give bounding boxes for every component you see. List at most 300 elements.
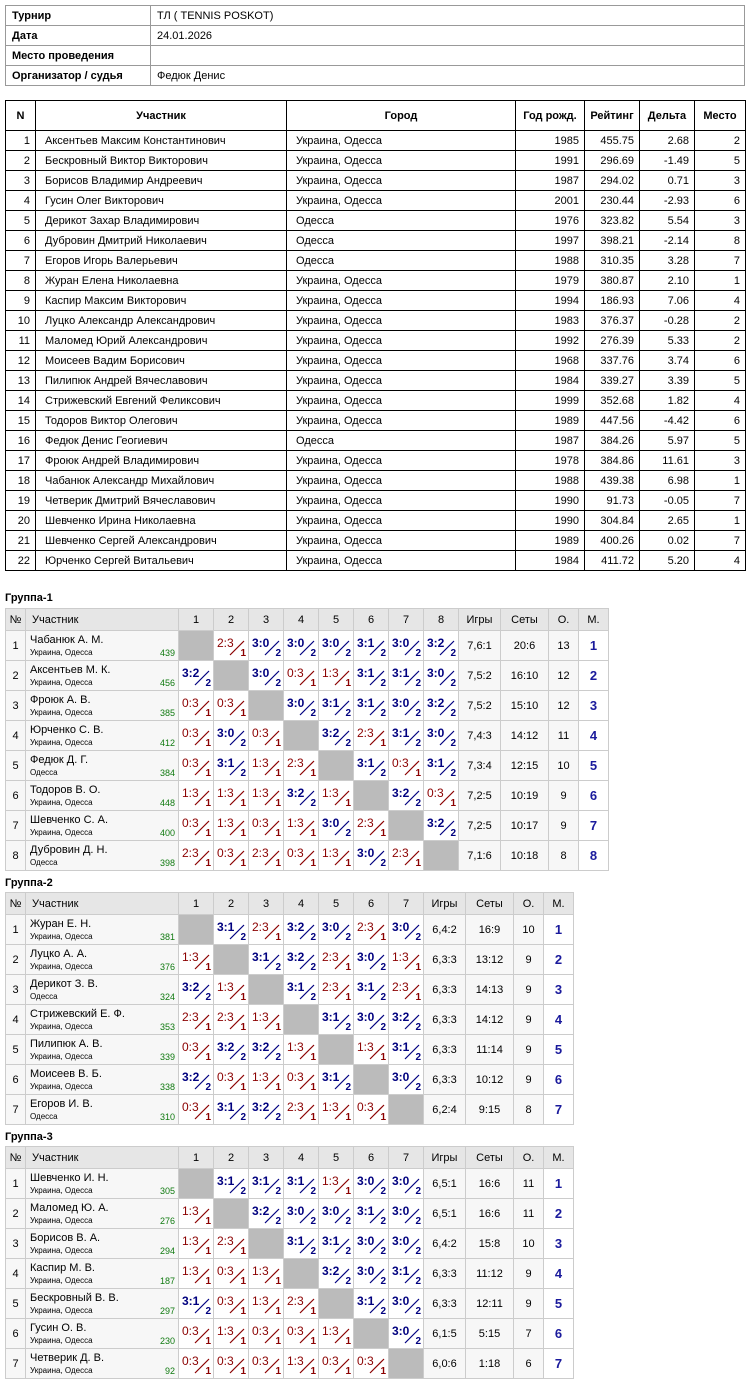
match-points: 2 (380, 858, 386, 869)
participant-n: 2 (6, 151, 36, 171)
tournament-value: ТЛ ( TENNIS POSKOT) (151, 6, 745, 26)
group-match-result (179, 1065, 214, 1095)
group-match-result (249, 945, 284, 975)
participant-birth-year: 2001 (516, 191, 585, 211)
participant-delta: 1.82 (640, 391, 695, 411)
match-score: 3:2 (287, 950, 305, 964)
group-match-result (214, 1035, 249, 1065)
participant-birth-year: 1987 (516, 171, 585, 191)
group-player-rating: 353 (159, 1022, 175, 1032)
group-match-result (179, 1035, 214, 1065)
match-points: 2 (345, 738, 351, 749)
group-player-place: 1 (544, 915, 574, 945)
group-header-opponent: 1 (179, 893, 214, 915)
participant-birth-year: 1976 (516, 211, 585, 231)
participant-place: 1 (695, 511, 746, 531)
group-match-result (179, 1199, 214, 1229)
participant-city: Украина, Одесса (287, 351, 516, 371)
group-player-place: 6 (544, 1065, 574, 1095)
group-match-result (284, 1349, 319, 1379)
group-header-opponent: 3 (249, 893, 284, 915)
match-score: 3:2 (427, 636, 445, 650)
group-player-games: 6,3:3 (424, 1035, 466, 1065)
match-score: 1:3 (287, 816, 304, 830)
group-player-number: 8 (6, 841, 26, 871)
match-points: 1 (345, 1366, 351, 1377)
group-match-result (284, 661, 319, 691)
group-player-name: Дерикот З. В. (30, 978, 98, 990)
group-player-points: 11 (549, 721, 579, 751)
match-points: 2 (450, 768, 456, 779)
group-player-row (6, 1349, 574, 1379)
group-self-cell (389, 1349, 424, 1379)
group-match-result (179, 1349, 214, 1379)
match-points: 1 (345, 992, 351, 1003)
match-score: 1:3 (182, 950, 199, 964)
group-match-result (214, 915, 249, 945)
group-player-rating: 276 (159, 1216, 175, 1226)
group-player-number: 2 (6, 661, 26, 691)
participant-city: Украина, Одесса (287, 451, 516, 471)
match-score: 0:3 (217, 696, 234, 710)
match-score: 0:3 (392, 756, 409, 770)
match-score: 3:1 (252, 950, 270, 964)
group-match-result (389, 1005, 424, 1035)
group-header-player: Участник (26, 1147, 179, 1169)
match-points: 1 (310, 1112, 316, 1123)
group-match-result (389, 691, 424, 721)
group-header-opponent: 2 (214, 1147, 249, 1169)
match-points: 1 (275, 768, 281, 779)
match-points: 2 (345, 932, 351, 943)
group-player-place: 2 (579, 661, 609, 691)
match-points: 1 (240, 1336, 246, 1347)
participant-n: 11 (6, 331, 36, 351)
participant-place: 6 (695, 411, 746, 431)
group-player-games: 7,4:3 (459, 721, 501, 751)
group-title: Группа-3 (5, 1131, 53, 1143)
tournament-info-table (5, 5, 745, 86)
match-score: 0:3 (217, 1294, 234, 1308)
match-score: 3:1 (252, 1174, 270, 1188)
group-player-sets: 1:18 (466, 1349, 514, 1379)
participants-header-rating: Рейтинг (585, 101, 640, 131)
match-points: 2 (205, 1306, 211, 1317)
group-player-number: 6 (6, 1065, 26, 1095)
match-points: 1 (345, 1186, 351, 1197)
organizer-label: Организатор / судья (6, 66, 151, 86)
match-score: 3:1 (392, 1040, 410, 1054)
match-points: 1 (275, 1336, 281, 1347)
match-points: 1 (240, 828, 246, 839)
match-score: 3:0 (322, 636, 340, 650)
participant-n: 4 (6, 191, 36, 211)
group-match-result (214, 975, 249, 1005)
group-player-cell (26, 1319, 179, 1349)
match-points: 2 (415, 1276, 421, 1287)
participants-header-place: Место (695, 101, 746, 131)
group-player-rating: 294 (159, 1246, 175, 1256)
group-player-city: Украина, Одесса (30, 1216, 93, 1225)
match-score: 3:1 (287, 980, 305, 994)
group-self-cell (389, 811, 424, 841)
group-player-place: 2 (544, 1199, 574, 1229)
match-score: 0:3 (182, 816, 199, 830)
group-player-games: 6,3:3 (424, 1065, 466, 1095)
group-player-number: 5 (6, 751, 26, 781)
group-self-cell (354, 781, 389, 811)
group-player-points: 9 (514, 1289, 544, 1319)
group-match-result (214, 1289, 249, 1319)
participant-birth-year: 1983 (516, 311, 585, 331)
group-player-rating: 385 (159, 708, 175, 718)
match-points: 1 (310, 768, 316, 779)
match-score: 3:1 (392, 666, 410, 680)
match-points: 1 (310, 828, 316, 839)
match-score: 0:3 (182, 1040, 199, 1054)
match-points: 2 (345, 1082, 351, 1093)
group-player-games: 7,5:2 (459, 661, 501, 691)
group-match-result (249, 721, 284, 751)
group-player-sets: 16:10 (501, 661, 549, 691)
group-match-result (319, 1005, 354, 1035)
group-match-result (354, 811, 389, 841)
group-player-sets: 15:8 (466, 1229, 514, 1259)
match-points: 2 (345, 1276, 351, 1287)
match-points: 1 (240, 1306, 246, 1317)
participant-birth-year: 1988 (516, 471, 585, 491)
match-points: 1 (310, 1306, 316, 1317)
match-score: 1:3 (252, 786, 269, 800)
group-player-sets: 10:17 (501, 811, 549, 841)
group-player-row (6, 751, 609, 781)
match-points: 2 (415, 1246, 421, 1257)
match-points: 2 (450, 708, 456, 719)
match-points: 2 (205, 1082, 211, 1093)
participant-place: 2 (695, 331, 746, 351)
group-match-result (389, 1035, 424, 1065)
participant-city: Украина, Одесса (287, 511, 516, 531)
participant-delta: 5.97 (640, 431, 695, 451)
group-header-opponent: 8 (424, 609, 459, 631)
group-player-cell (26, 945, 179, 975)
match-points: 1 (415, 768, 421, 779)
group-header-opponent: 1 (179, 609, 214, 631)
participant-birth-year: 1984 (516, 371, 585, 391)
group-match-result (319, 1349, 354, 1379)
participant-delta: 2.65 (640, 511, 695, 531)
group-match-result (284, 1035, 319, 1065)
match-points: 2 (450, 738, 456, 749)
participant-city: Одесса (287, 231, 516, 251)
match-score: 0:3 (217, 1264, 234, 1278)
match-score: 3:1 (392, 1264, 410, 1278)
match-points: 2 (415, 798, 421, 809)
match-points: 2 (275, 1216, 281, 1227)
info-row-organizer (6, 66, 745, 86)
group-match-result (284, 1095, 319, 1125)
group-player-name: Бескровный В. В. (30, 1292, 119, 1304)
participants-header-birth-year: Год рожд. (516, 101, 585, 131)
participant-city: Украина, Одесса (287, 471, 516, 491)
group-header-opponent: 5 (319, 1147, 354, 1169)
participant-rating: 310.35 (585, 251, 640, 271)
participant-delta: 3.74 (640, 351, 695, 371)
match-points: 1 (205, 1052, 211, 1063)
match-score: 1:3 (322, 666, 339, 680)
group-match-result (249, 811, 284, 841)
group-self-cell (179, 1169, 214, 1199)
participant-row (6, 391, 746, 411)
group-header-opponent: 5 (319, 609, 354, 631)
participant-n: 1 (6, 131, 36, 151)
participant-rating: 294.02 (585, 171, 640, 191)
group-match-result (249, 751, 284, 781)
group-player-rating: 398 (159, 858, 175, 868)
group-player-row (6, 721, 609, 751)
group-match-result (389, 751, 424, 781)
group-player-rating: 339 (159, 1052, 175, 1062)
participant-participant: Фроюк Андрей Владимирович (36, 451, 287, 471)
participant-participant: Дерикот Захар Владимирович (36, 211, 287, 231)
group-match-result (284, 975, 319, 1005)
group-match-result (354, 1005, 389, 1035)
participant-participant: Гусин Олег Викторович (36, 191, 287, 211)
match-score: 3:0 (217, 726, 235, 740)
group-player-row (6, 975, 574, 1005)
group-match-result (354, 751, 389, 781)
group-player-name: Стрижевский Е. Ф. (30, 1008, 125, 1020)
match-score: 3:0 (287, 1204, 305, 1218)
match-score: 3:2 (182, 1070, 200, 1084)
match-points: 2 (310, 992, 316, 1003)
group-player-points: 8 (549, 841, 579, 871)
participant-delta: 6.98 (640, 471, 695, 491)
participant-n: 16 (6, 431, 36, 451)
match-score: 1:3 (287, 1040, 304, 1054)
match-score: 3:1 (322, 1234, 340, 1248)
group-player-cell (26, 1005, 179, 1035)
participant-place: 2 (695, 311, 746, 331)
participant-delta: 3.39 (640, 371, 695, 391)
group-player-city: Украина, Одесса (30, 932, 93, 941)
group-match-result (354, 631, 389, 661)
match-points: 1 (380, 1112, 386, 1123)
group-player-cell (26, 631, 179, 661)
group-match-result (214, 841, 249, 871)
match-points: 1 (205, 708, 211, 719)
match-points: 2 (415, 738, 421, 749)
group-player-name: Аксентьев М. К. (30, 664, 111, 676)
participant-rating: 439.38 (585, 471, 640, 491)
match-points: 1 (275, 798, 281, 809)
group-match-result (319, 1229, 354, 1259)
match-score: 1:3 (182, 1204, 199, 1218)
match-score: 0:3 (217, 846, 234, 860)
participant-delta: -0.05 (640, 491, 695, 511)
group-player-cell (26, 781, 179, 811)
match-points: 2 (345, 1216, 351, 1227)
group-match-result (249, 1169, 284, 1199)
participant-rating: 398.21 (585, 231, 640, 251)
participants-header-delta: Дельта (640, 101, 695, 131)
group-player-name: Юрченко С. В. (30, 724, 104, 736)
match-points: 1 (240, 1276, 246, 1287)
match-points: 2 (240, 738, 246, 749)
match-score: 3:0 (322, 816, 340, 830)
participant-participant: Моисеев Вадим Борисович (36, 351, 287, 371)
group-player-rating: 297 (159, 1306, 175, 1316)
participant-birth-year: 1990 (516, 511, 585, 531)
group-player-city: Украина, Одесса (30, 798, 93, 807)
group-player-points: 11 (514, 1169, 544, 1199)
participant-row (6, 431, 746, 451)
match-score: 3:0 (427, 666, 445, 680)
group-match-result (249, 1259, 284, 1289)
group-match-result (249, 661, 284, 691)
match-points: 1 (310, 1052, 316, 1063)
participant-rating: 337.76 (585, 351, 640, 371)
match-score: 1:3 (392, 950, 409, 964)
group-player-sets: 10:18 (501, 841, 549, 871)
group-player-rating: 230 (159, 1336, 175, 1346)
group-player-name: Федюк Д. Г. (30, 754, 89, 766)
group-player-games: 7,3:4 (459, 751, 501, 781)
group-player-row (6, 691, 609, 721)
group-player-cell (26, 1289, 179, 1319)
group-player-city: Украина, Одесса (30, 1246, 93, 1255)
match-score: 3:1 (182, 1294, 200, 1308)
group-match-result (249, 841, 284, 871)
participant-row (6, 451, 746, 471)
group-match-result (354, 661, 389, 691)
group-player-place: 7 (544, 1095, 574, 1125)
group-self-cell (214, 945, 249, 975)
match-points: 1 (275, 1022, 281, 1033)
group-player-sets: 12:15 (501, 751, 549, 781)
group-player-number: 6 (6, 1319, 26, 1349)
match-score: 3:0 (427, 726, 445, 740)
group-match-result (319, 1199, 354, 1229)
participant-row (6, 331, 746, 351)
match-points: 2 (380, 648, 386, 659)
match-points: 1 (345, 858, 351, 869)
group-player-points: 9 (549, 811, 579, 841)
participant-city: Украина, Одесса (287, 191, 516, 211)
match-points: 1 (415, 962, 421, 973)
group-match-result (354, 1349, 389, 1379)
group-player-games: 6,3:3 (424, 945, 466, 975)
participant-birth-year: 1989 (516, 411, 585, 431)
group-match-result (389, 1289, 424, 1319)
match-score: 2:3 (287, 756, 304, 770)
participant-rating: 411.72 (585, 551, 640, 571)
participant-rating: 376.37 (585, 311, 640, 331)
participant-n: 9 (6, 291, 36, 311)
match-score: 0:3 (252, 816, 269, 830)
match-score: 2:3 (217, 1010, 234, 1024)
group-player-sets: 14:12 (501, 721, 549, 751)
group-player-place: 7 (579, 811, 609, 841)
match-points: 2 (415, 1082, 421, 1093)
match-score: 3:1 (357, 666, 375, 680)
group-match-result (284, 1289, 319, 1319)
group-match-result (354, 1289, 389, 1319)
group-player-name: Шевченко С. А. (30, 814, 109, 826)
group-player-city: Украина, Одесса (30, 962, 93, 971)
participant-delta: 5.54 (640, 211, 695, 231)
participant-birth-year: 1987 (516, 431, 585, 451)
group-match-result (284, 1199, 319, 1229)
group-player-city: Украина, Одесса (30, 1336, 93, 1345)
match-score: 0:3 (182, 726, 199, 740)
match-score: 3:0 (357, 1010, 375, 1024)
group-self-cell (354, 1065, 389, 1095)
group-player-number: 4 (6, 1005, 26, 1035)
match-points: 1 (205, 858, 211, 869)
group-match-result (319, 1095, 354, 1125)
group-player-number: 3 (6, 691, 26, 721)
group-player-place: 5 (579, 751, 609, 781)
group-player-games: 6,2:4 (424, 1095, 466, 1125)
match-score: 2:3 (322, 950, 339, 964)
group-player-number: 5 (6, 1035, 26, 1065)
group-player-points: 9 (549, 781, 579, 811)
group-match-result (319, 945, 354, 975)
group-player-number: 2 (6, 1199, 26, 1229)
participant-birth-year: 1979 (516, 271, 585, 291)
match-points: 1 (450, 798, 456, 809)
match-points: 1 (275, 858, 281, 869)
group-player-rating: 305 (159, 1186, 175, 1196)
match-score: 3:1 (287, 1234, 305, 1248)
group-header-games: Игры (424, 1147, 466, 1169)
group-player-place: 3 (544, 975, 574, 1005)
match-score: 1:3 (322, 786, 339, 800)
match-points: 1 (380, 1052, 386, 1063)
group-player-row (6, 1229, 574, 1259)
match-score: 0:3 (357, 1100, 374, 1114)
match-points: 2 (310, 1246, 316, 1257)
participant-city: Украина, Одесса (287, 531, 516, 551)
match-score: 0:3 (182, 756, 199, 770)
match-score: 0:3 (427, 786, 444, 800)
group-match-result (179, 1259, 214, 1289)
match-points: 1 (205, 1336, 211, 1347)
group-match-result (179, 1005, 214, 1035)
participant-row (6, 471, 746, 491)
match-points: 2 (380, 1022, 386, 1033)
group-match-result (284, 811, 319, 841)
match-points: 1 (240, 708, 246, 719)
organizer-value: Федюк Денис (151, 66, 745, 86)
group-match-result (389, 661, 424, 691)
match-points: 2 (415, 678, 421, 689)
participant-row (6, 251, 746, 271)
participant-n: 5 (6, 211, 36, 231)
match-points: 1 (380, 828, 386, 839)
participant-n: 22 (6, 551, 36, 571)
group-match-result (319, 781, 354, 811)
match-score: 3:2 (252, 1100, 270, 1114)
match-score: 3:2 (252, 1040, 270, 1054)
match-score: 1:3 (217, 816, 234, 830)
match-points: 1 (240, 1246, 246, 1257)
participant-participant: Аксентьев Максим Константинович (36, 131, 287, 151)
participant-rating: 455.75 (585, 131, 640, 151)
match-score: 0:3 (182, 1354, 199, 1368)
group-table (5, 1146, 574, 1379)
